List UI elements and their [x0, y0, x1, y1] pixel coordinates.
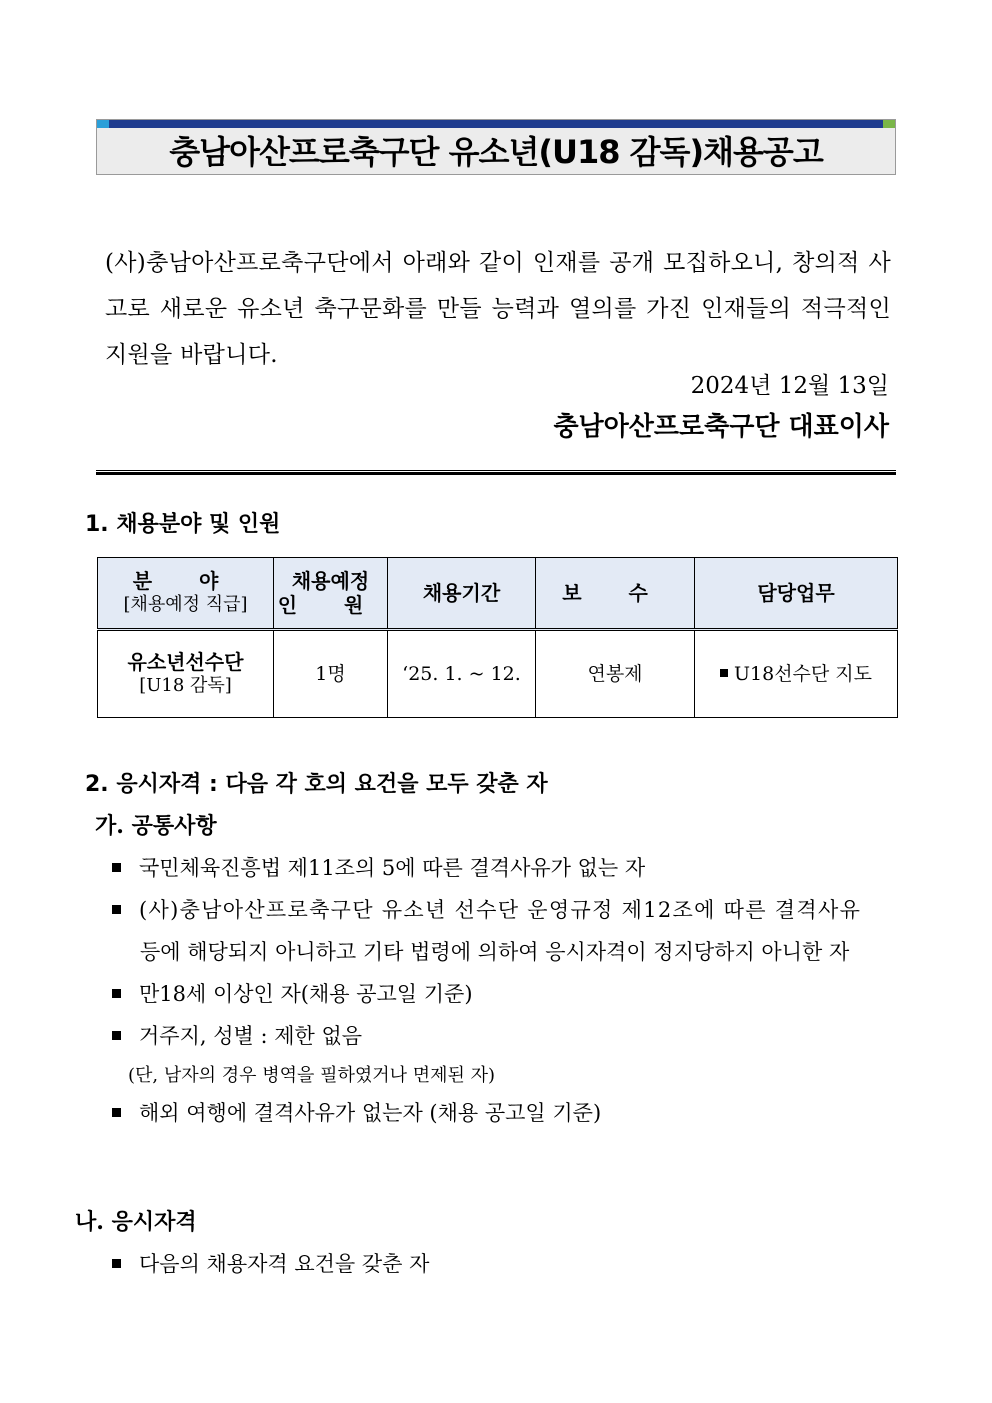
square-bullet-icon [112, 989, 121, 998]
section2-heading: 2. 응시자격 : 다음 각 호의 요건을 모두 갖춘 자 [85, 772, 548, 797]
square-bullet-icon [112, 1031, 121, 1040]
subsection-a-heading: 가. 공통사항 [95, 813, 217, 839]
recruitment-table [97, 557, 898, 718]
title-accent-left [97, 120, 109, 128]
table-header-row [98, 558, 898, 630]
list-item-note: (단, 남자의 경우 병역을 필하였거나 면제된 자) [128, 1065, 496, 1086]
title-accent-right [883, 120, 895, 128]
section1-heading: 1. 채용분야 및 인원 [85, 512, 281, 537]
cell-duty: U18선수단 지도 [695, 630, 898, 718]
list-item: 국민체육진흥법 제11조의 5에 따른 결격사유가 없는 자 [112, 853, 645, 883]
list-item: 만18세 이상인 자(채용 공고일 기준) [112, 979, 473, 1009]
square-bullet-icon [112, 1108, 121, 1117]
title-banner [96, 119, 896, 175]
title-accent-bar [97, 120, 895, 128]
divider [96, 470, 896, 475]
cell-period: ‘25. 1. ~ 12. [388, 630, 536, 718]
square-bullet-icon [720, 669, 728, 677]
signatory: 충남아산프로축구단 대표이사 [553, 412, 889, 442]
cell-count: 1명 [274, 630, 388, 718]
cell-salary: 연봉제 [536, 630, 695, 718]
list-item: 거주지, 성별 : 제한 없음 [112, 1021, 362, 1051]
cell-field: 유소년선수단 [U18 감독] [98, 630, 274, 718]
square-bullet-icon [112, 905, 121, 914]
intro-paragraph: (사)충남아산프로축구단에서 아래와 같이 인재를 공개 모집하오니, 창의적 사고로 새로운 유소년 축구문화를 만들 능력과 열의를 가진 인재들의 적극적인 지원을 바랍니다. [105, 250, 891, 368]
list-item: 다음의 채용자격 요건을 갖춘 자 [112, 1249, 429, 1279]
announcement-date: 2024년 12월 13일 [690, 373, 889, 399]
subsection-b-heading: 나. 응시자격 [75, 1209, 197, 1235]
square-bullet-icon [112, 1259, 121, 1268]
header-salary: 보 수 [536, 558, 695, 630]
list-item-continuation: 등에 해당되지 아니하고 기타 법령에 의하여 응시자격이 정지당하지 아니한 자 [140, 940, 850, 964]
header-field: 분 야 [채용예정 직급] [98, 558, 274, 630]
header-period: 채용기간 [388, 558, 536, 630]
list-item: 해외 여행에 결격사유가 없는자 (채용 공고일 기준) [112, 1098, 601, 1128]
page-title: 충남아산프로축구단 유소년(U18 감독)채용공고 [169, 133, 823, 171]
header-duty: 담당업무 [695, 558, 898, 630]
square-bullet-icon [112, 863, 121, 872]
header-count: 채용예정 인 원 [274, 558, 388, 630]
table-row [98, 630, 898, 718]
list-item: (사)충남아산프로축구단 유소년 선수단 운영규정 제12조에 따른 결격사유 [112, 895, 922, 925]
